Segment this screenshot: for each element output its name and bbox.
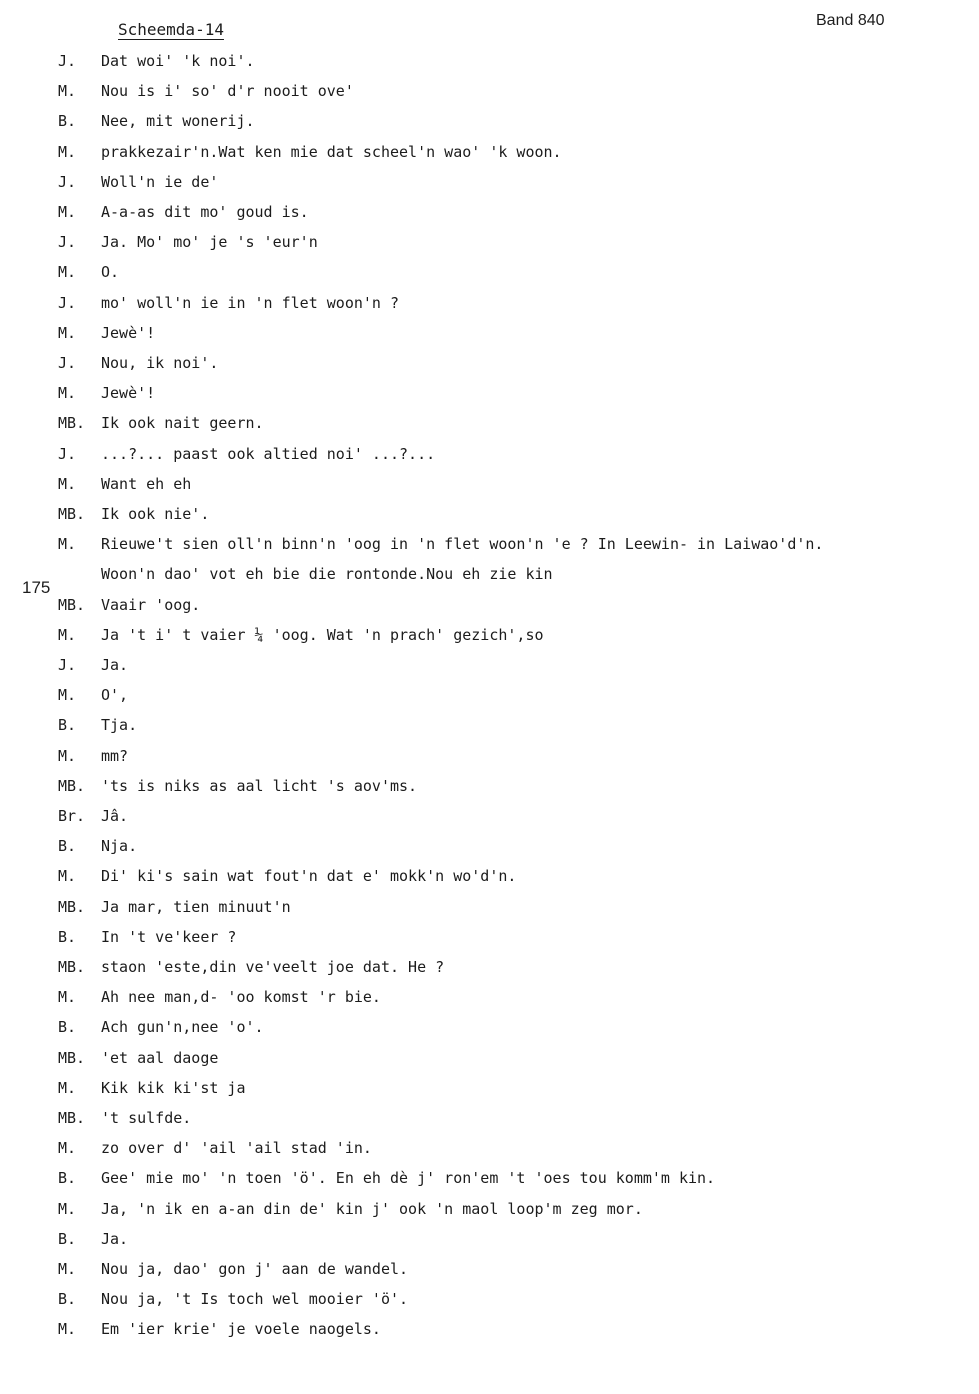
utterance-text: ...?... paast ook altied noi' ...?...	[101, 445, 436, 463]
utterance-text: Ja.	[101, 656, 129, 674]
speaker-label: M.	[58, 384, 77, 402]
speaker-label: J.	[58, 354, 77, 372]
speaker-label: B.	[58, 716, 77, 734]
utterance-text: staon 'este,din ve'veelt joe dat. He ?	[101, 958, 445, 976]
speaker-label: M.	[58, 626, 77, 644]
speaker-label: B.	[58, 1018, 77, 1036]
utterance-text: Ach gun'n,nee 'o'.	[101, 1018, 264, 1036]
speaker-label: M.	[58, 143, 77, 161]
utterance-text: Di' ki's sain wat fout'n dat e' mokk'n wo'd'n.	[101, 867, 517, 885]
utterance-text: 'ts is niks as aal licht 's aov'ms.	[101, 777, 418, 795]
speaker-label: M.	[58, 747, 77, 765]
utterance-text: Ja mar, tien minuut'n	[101, 898, 291, 916]
speaker-label: M.	[58, 988, 77, 1006]
utterance-text: Ik ook nie'.	[101, 505, 210, 523]
speaker-label: MB.	[58, 777, 86, 795]
speaker-label: MB.	[58, 505, 86, 523]
band-number: Band 840	[816, 12, 885, 29]
speaker-label: J.	[58, 656, 77, 674]
speaker-label: B.	[58, 112, 77, 130]
speaker-label: J.	[58, 233, 77, 251]
speaker-label: M.	[58, 475, 77, 493]
speaker-label: M.	[58, 82, 77, 100]
speaker-label: B.	[58, 1230, 77, 1248]
page-title: Scheemda-14	[118, 20, 224, 39]
utterance-text: 'et aal daoge	[101, 1049, 219, 1067]
utterance-text: Jewè'!	[101, 384, 156, 402]
utterance-text: Nou ja, dao' gon j' aan de wandel.	[101, 1260, 409, 1278]
utterance-text: Ja, 'n ik en a-an din de' kin j' ook 'n maol loop'm zeg mor.	[101, 1200, 643, 1218]
utterance-text: Woll'n ie de'	[101, 173, 219, 191]
speaker-label: M.	[58, 867, 77, 885]
speaker-label: M.	[58, 263, 77, 281]
utterance-text: Ja 't i' t vaier ¼ 'oog. Wat 'n prach' gezich',so	[101, 626, 544, 644]
utterance-text: Nou is i' so' d'r nooit ove'	[101, 82, 354, 100]
speaker-label: M.	[58, 1079, 77, 1097]
utterance-text: Kik kik ki'st ja	[101, 1079, 246, 1097]
utterance-text: Em 'ier krie' je voele naogels.	[101, 1320, 381, 1338]
utterance-text: Rieuwe't sien oll'n binn'n 'oog in 'n flet woon'n 'e ? In Leewin- in Laiwao'd'n.	[101, 535, 824, 553]
speaker-label: MB.	[58, 596, 86, 614]
utterance-text: Ah nee man,d- 'oo komst 'r bie.	[101, 988, 381, 1006]
speaker-label: MB.	[58, 898, 86, 916]
speaker-label: MB.	[58, 958, 86, 976]
speaker-label: M.	[58, 1320, 77, 1338]
utterance-text: Tja.	[101, 716, 138, 734]
utterance-text: Woon'n dao' vot eh bie die rontonde.Nou eh zie kin	[101, 565, 553, 583]
speaker-label: M.	[58, 535, 77, 553]
speaker-label: J.	[58, 52, 77, 70]
utterance-text: In 't ve'keer ?	[101, 928, 237, 946]
speaker-label: J.	[58, 173, 77, 191]
speaker-label: M.	[58, 686, 77, 704]
utterance-text: Nja.	[101, 837, 138, 855]
utterance-text: A-a-as dit mo' goud is.	[101, 203, 309, 221]
speaker-label: Br.	[58, 807, 86, 825]
speaker-label: B.	[58, 1290, 77, 1308]
utterance-text: O.	[101, 263, 120, 281]
utterance-text: Nou, ik noi'.	[101, 354, 219, 372]
utterance-text: zo over d' 'ail 'ail stad 'in.	[101, 1139, 372, 1157]
utterance-text: O',	[101, 686, 129, 704]
speaker-label: M.	[58, 324, 77, 342]
utterance-text: Want eh eh	[101, 475, 192, 493]
speaker-label: M.	[58, 1260, 77, 1278]
margin-note: 175	[22, 578, 51, 597]
speaker-label: M.	[58, 1139, 77, 1157]
utterance-text: mm?	[101, 747, 129, 765]
utterance-text: Ja.	[101, 1230, 129, 1248]
utterance-text: 't sulfde.	[101, 1109, 192, 1127]
speaker-label: MB.	[58, 414, 86, 432]
utterance-text: Nou ja, 't Is toch wel mooier 'ö'.	[101, 1290, 409, 1308]
speaker-label: B.	[58, 928, 77, 946]
speaker-label: B.	[58, 837, 77, 855]
speaker-label: B.	[58, 1169, 77, 1187]
utterance-text: Nee, mit wonerij.	[101, 112, 255, 130]
speaker-label: M.	[58, 1200, 77, 1218]
speaker-label: M.	[58, 203, 77, 221]
speaker-label: MB.	[58, 1109, 86, 1127]
utterance-text: Dat woi' 'k noi'.	[101, 52, 255, 70]
utterance-text: Gee' mie mo' 'n toen 'ö'. En eh dè j' ron'em 't 'oes tou komm'm kin.	[101, 1169, 716, 1187]
utterance-text: Ja. Mo' mo' je 's 'eur'n	[101, 233, 318, 251]
utterance-text: Ik ook nait geern.	[101, 414, 264, 432]
utterance-text: Jâ.	[101, 807, 129, 825]
utterance-text: Vaair 'oog.	[101, 596, 201, 614]
utterance-text: mo' woll'n ie in 'n flet woon'n ?	[101, 294, 400, 312]
speaker-label: J.	[58, 445, 77, 463]
speaker-label: J.	[58, 294, 77, 312]
utterance-text: Jewè'!	[101, 324, 156, 342]
utterance-text: prakkezair'n.Wat ken mie dat scheel'n wao' 'k woon.	[101, 143, 562, 161]
speaker-label: MB.	[58, 1049, 86, 1067]
